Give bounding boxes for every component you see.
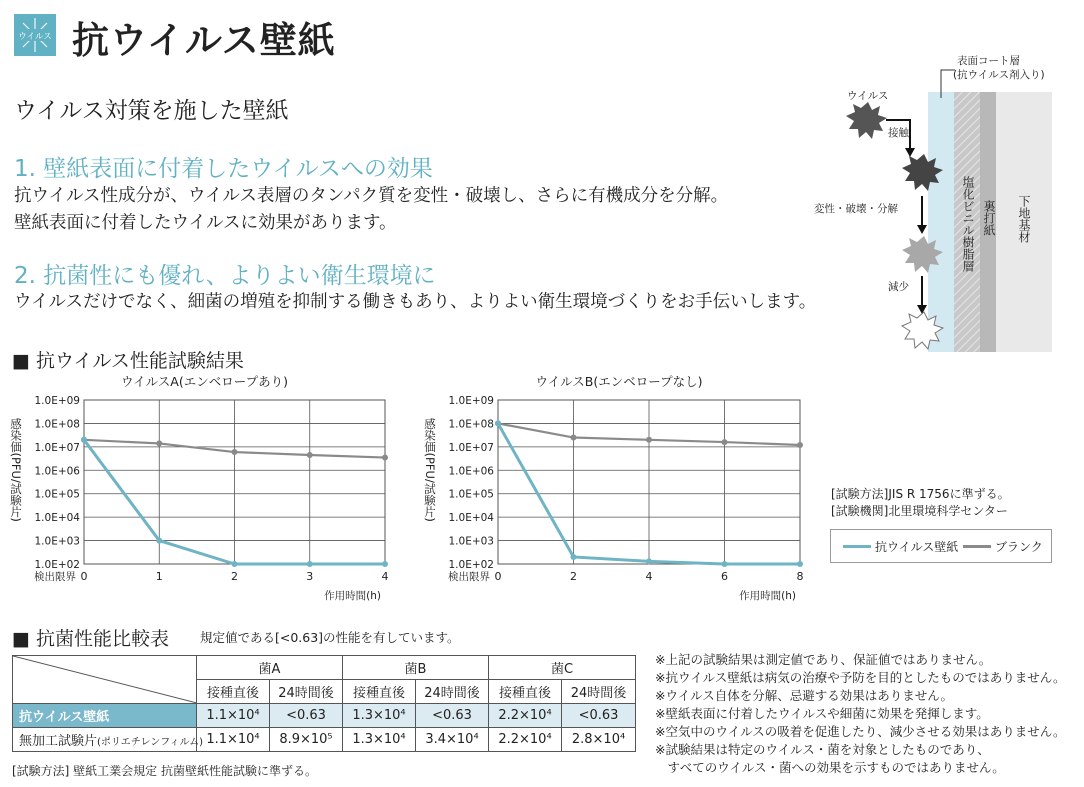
data-point xyxy=(81,437,87,443)
y-tick-label: 1.0E+02 xyxy=(34,559,80,571)
wallpaper-layer-diagram xyxy=(800,50,1084,360)
legend-blank-label: ブランク xyxy=(995,540,1043,554)
table-subheader: 24時間後 xyxy=(270,680,343,704)
page-title: 抗ウイルス壁紙 xyxy=(72,19,336,62)
data-point xyxy=(571,554,577,560)
y-tick-label: 1.0E+03 xyxy=(448,535,494,548)
virus-icon xyxy=(846,102,887,139)
pvc-layer-label: 塩化ビニル樹脂層 xyxy=(961,176,975,272)
data-point xyxy=(646,558,652,564)
chart-legend xyxy=(830,529,1052,563)
y-tick-label: 1.0E+06 xyxy=(34,465,80,478)
table-row xyxy=(13,704,636,728)
x-tick-label: 1 xyxy=(155,570,163,583)
y-axis-label: 感染価(PFU/試験片) xyxy=(9,418,23,522)
x-tick-label: 2 xyxy=(570,570,577,583)
backing-layer-label: 裏打紙 xyxy=(982,200,996,236)
table-cell: 2.2×10⁴ xyxy=(489,728,562,752)
section1-line1: 抗ウイルス性成分が、ウイルス表層のタンパク質を変性・破壊し、さらに有機成分を分解。 xyxy=(14,186,729,206)
data-point xyxy=(646,437,652,443)
x-axis-label: 作用時間(h) xyxy=(739,590,796,602)
y-tick-label: 1.0E+02 xyxy=(448,559,494,571)
data-point xyxy=(797,561,803,567)
legend-blank-swatch xyxy=(963,545,991,548)
coat-label-1: 表面コート層 xyxy=(957,55,1020,67)
table-cell: 3.4×10⁴ xyxy=(416,728,489,752)
note-item: ※抗ウイルス壁紙は病気の治療や予防を目的としたものではありません。 xyxy=(655,670,1066,685)
section2-line1: ウイルスだけでなく、細菌の増殖を抑制する働きもあり、よりよい衛生環境づくりをお手伝いします。 xyxy=(14,292,817,312)
data-point xyxy=(232,561,238,567)
data-point xyxy=(495,420,501,426)
coat-layer xyxy=(928,92,954,352)
y-tick-label: 1.0E+04 xyxy=(448,512,494,525)
denature-label: 変性・破壊・分解 xyxy=(814,203,898,215)
detection-limit-label: 検出限界 xyxy=(448,571,490,583)
table-subheader: 接種直後 xyxy=(343,680,416,704)
antibacterial-table xyxy=(12,655,636,752)
test-results-heading: ■ 抗ウイルス性能試験結果 xyxy=(12,350,244,372)
table-subheader: 24時間後 xyxy=(416,680,489,704)
table-group-header: 菌B xyxy=(343,656,489,680)
table-corner-cell xyxy=(13,656,197,704)
data-point xyxy=(382,561,388,567)
x-tick-label: 0 xyxy=(80,570,88,583)
chart-title: ウイルスB(エンベロープなし) xyxy=(535,374,703,389)
y-tick-label: 1.0E+05 xyxy=(34,488,80,501)
table-cell: 2.8×10⁴ xyxy=(562,728,636,752)
table-cell: <0.63 xyxy=(270,704,343,728)
detection-limit-label: 検出限界 xyxy=(34,571,76,583)
chart-title: ウイルスA(エンベロープあり) xyxy=(121,374,288,389)
table-cell: <0.63 xyxy=(416,704,489,728)
table-cell: 8.9×10⁵ xyxy=(270,728,343,752)
data-point xyxy=(156,538,162,544)
data-point xyxy=(156,440,162,446)
row-label-antiviral: 抗ウイルス壁紙 xyxy=(13,704,197,728)
antibacterial-heading: ■ 抗菌性能比較表 xyxy=(12,628,169,650)
x-tick-label: 3 xyxy=(306,570,314,583)
section1-heading: 1. 壁紙表面に付着したウイルスへの効果 xyxy=(14,156,433,182)
section2-heading: 2. 抗菌性にも優れ、よりよい衛生環境に xyxy=(14,263,436,289)
note-item: ※ウイルス自体を分解、忌避する効果はありません。 xyxy=(655,688,953,703)
reduce-label: 減少 xyxy=(888,281,909,293)
x-tick-label: 0 xyxy=(494,570,502,583)
table-subheader: 接種直後 xyxy=(489,680,562,704)
table-group-header: 菌C xyxy=(489,656,636,680)
table-cell: 1.1×10⁴ xyxy=(197,704,270,728)
row-label-untreated-main: 無加工試験片 xyxy=(19,734,98,749)
antibacterial-note: 規定値である[<0.63]の性能を有しています。 xyxy=(200,630,460,645)
data-point xyxy=(722,561,728,567)
base-layer-label: 下地基材 xyxy=(1017,195,1031,243)
x-tick-label: 4 xyxy=(381,570,389,583)
table-cell: 1.3×10⁴ xyxy=(343,728,416,752)
table-cell: 1.1×10⁴ xyxy=(197,728,270,752)
x-axis-label: 作用時間(h) xyxy=(324,590,381,602)
y-tick-label: 1.0E+05 xyxy=(448,488,494,501)
table-cell: <0.63 xyxy=(562,704,636,728)
data-point xyxy=(307,452,313,458)
y-axis-label: 感染価(PFU/試験片) xyxy=(423,418,437,522)
legend-antiviral-swatch xyxy=(843,545,871,548)
table-cell: 1.3×10⁴ xyxy=(343,704,416,728)
chart-virus-a xyxy=(0,370,420,610)
antibacterial-method: [試験方法] 壁紙工業会規定 抗菌壁紙性能試験に準ずる。 xyxy=(12,764,317,778)
x-tick-label: 2 xyxy=(231,570,238,583)
data-point xyxy=(797,442,803,448)
note-item: すべてのウイルス・菌への効果を示すものではありません。 xyxy=(655,760,1005,775)
y-tick-label: 1.0E+07 xyxy=(34,441,80,454)
row-label-untreated-sub: (ポリエチレンフィルム) xyxy=(97,737,203,748)
x-tick-label: 8 xyxy=(796,570,804,583)
antivirus-badge-icon xyxy=(14,14,56,56)
row-label-untreated xyxy=(13,728,203,752)
y-tick-label: 1.0E+04 xyxy=(34,512,80,525)
data-point xyxy=(232,449,238,455)
note-item: ※空気中のウイルスの吸着を促進したり、減少させる効果はありません。 xyxy=(655,724,1066,739)
note-item: ※上記の試験結果は測定値であり、保証値ではありません。 xyxy=(655,652,992,667)
table-subheader: 接種直後 xyxy=(197,680,270,704)
table-subheader: 24時間後 xyxy=(562,680,636,704)
x-tick-label: 6 xyxy=(721,570,728,583)
table-row xyxy=(13,728,636,752)
badge-text: ウイルス xyxy=(18,32,52,42)
section1-line2: 壁紙表面に付着したウイルスに効果があります。 xyxy=(14,213,397,233)
data-point xyxy=(307,561,313,567)
y-tick-label: 1.0E+07 xyxy=(448,441,494,454)
y-tick-label: 1.0E+08 xyxy=(34,418,80,431)
test-method: [試験方法]JIS R 1756に準ずる。 xyxy=(831,487,1010,501)
x-tick-label: 4 xyxy=(645,570,653,583)
contact-label: 接触 xyxy=(888,127,909,139)
legend-antiviral-label: 抗ウイルス壁紙 xyxy=(875,540,959,554)
note-item: ※試験結果は特定のウイルス・菌を対象としたものであり、 xyxy=(655,742,990,757)
table-group-header: 菌A xyxy=(197,656,343,680)
coat-label-2: (抗ウイルス剤入り) xyxy=(953,69,1045,81)
y-tick-label: 1.0E+06 xyxy=(448,465,494,478)
notes-list xyxy=(655,651,1065,777)
chart-virus-b xyxy=(418,370,818,610)
data-point xyxy=(571,435,577,441)
y-tick-label: 1.0E+08 xyxy=(448,418,494,431)
data-point xyxy=(382,455,388,461)
data-point xyxy=(722,439,728,445)
virus-label: ウイルス xyxy=(847,90,889,102)
note-item: ※壁紙表面に付着したウイルスや細菌に効果を発揮します。 xyxy=(655,706,989,721)
page-subtitle: ウイルス対策を施した壁紙 xyxy=(14,98,289,124)
y-tick-label: 1.0E+03 xyxy=(34,535,80,548)
y-tick-label: 1.0E+09 xyxy=(448,395,494,407)
y-tick-label: 1.0E+09 xyxy=(34,395,80,407)
table-cell: 2.2×10⁴ xyxy=(489,704,562,728)
test-institution: [試験機関]北里環境科学センター xyxy=(831,504,1008,518)
